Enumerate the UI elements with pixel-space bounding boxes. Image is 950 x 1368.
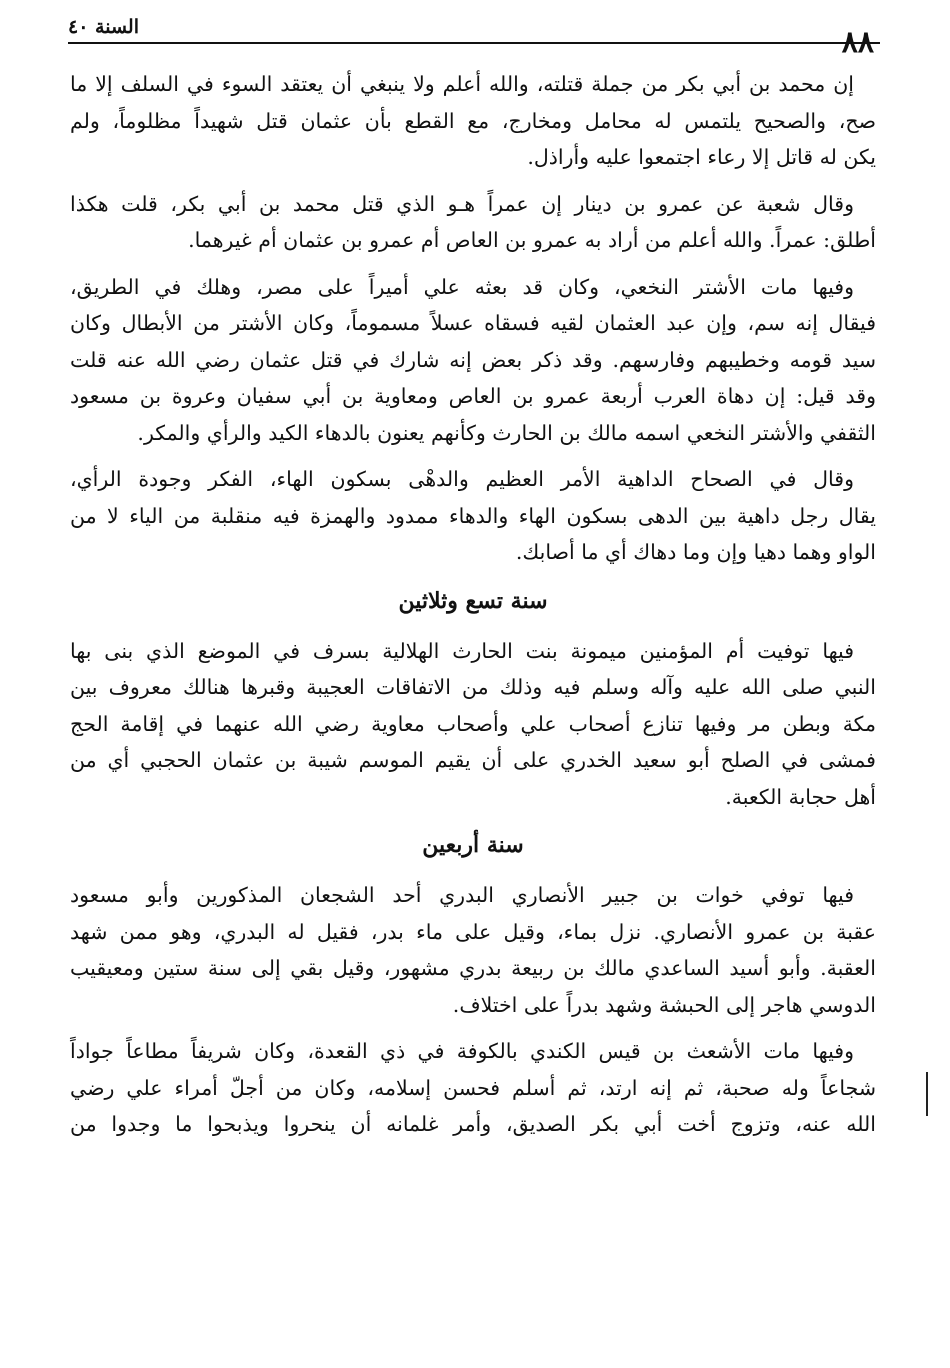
text-line: وفيها مات الأشتر النخعي، وكان قد بعثه علي أميراً على مصر، وهلك في الطريق، <box>70 274 854 299</box>
text-line: مكة وبطن مر وفيها تنازع أصحاب علي وأصحاب معاوية رضي الله عنهما في إقامة الحج <box>70 711 876 736</box>
text-line: الله عنه، وتزوج أخت أبي بكر الصديق، وأمر غلمانه أن ينحروا ويذبحوا ما وجدوا من <box>70 1112 876 1136</box>
text-line: شجاعاً وله صحبة، ثم إنه ارتد، ثم أسلم فحسن إسلامه، وكان من أجلّ أمراء علي رضي <box>70 1075 876 1100</box>
page-body <box>70 66 876 1153</box>
text-line: أهل حجابة الكعبة. <box>725 784 876 809</box>
paragraph <box>70 269 876 452</box>
text-line: وقال شعبة عن عمرو بن دينار إن عمراً هـو الذي قتل محمد بن أبي بكر، قلت هكذا <box>70 191 854 216</box>
section-heading: سنة تسع وثلاثين <box>398 587 548 614</box>
text-line: الثقفي والأشتر النخعي اسمه مالك بن الحارث وكأنهم يعنون بالدهاء الكيد والرأي والمكر. <box>137 420 876 445</box>
paragraph <box>70 877 876 1023</box>
paragraph <box>70 186 876 259</box>
paragraph <box>70 633 876 816</box>
page-number: ٨٨ <box>841 25 874 60</box>
header-rule <box>68 42 880 44</box>
text-line: العقبة. وأبو أسيد الساعدي مالك بن ربيعة بدري مشهور، وقيل بقي إلى سنة ستين ومعيقيب <box>70 956 876 980</box>
text-line: فمشى في الصلح أبو سعيد الخدري على أن يقيم الموسم شيبة بن عثمان الحجبي أي من <box>70 748 876 772</box>
margin-mark <box>926 1072 928 1116</box>
text-line: أطلق: عمراً. والله أعلم من أراد به عمرو بن العاص أم عمرو بن عثمان أم غيرهما. <box>188 228 876 252</box>
text-line: فيها توفي خوات بن جبير الأنصاري البدري أحد الشجعان المذكورين وأبو مسعود <box>70 883 854 907</box>
section-heading: سنة أربعين <box>422 832 524 858</box>
paragraph <box>70 1033 876 1143</box>
paragraph <box>70 66 876 176</box>
text-line: عقبة بن عمرو الأنصاري. نزل بماء، وقيل على ماء بدر، فقيل له البدري، وهو ممن شهد <box>70 919 876 944</box>
text-line: وقال في الصحاح الداهية الأمر العظيم والدهْى بسكون الهاء، الفكر وجودة الرأي، <box>70 467 854 491</box>
text-line: وقد قيل: إن دهاة العرب أربعة عمرو بن العاص ومعاوية بن أبي سفيان وعروة بن مسعود <box>70 384 876 408</box>
text-line: صح، والصحيح يلتمس له محامل ومخارج، مع القطع بأن عثمان قتل شهيداً مظلوماً، ولم <box>70 108 876 133</box>
text-line: إن محمد بن أبي بكر من جملة قتلته، والله أعلم ولا ينبغي أن يعتقد السوء في السلف إلا ما <box>70 72 854 96</box>
paragraph <box>70 461 876 571</box>
text-line: يقال رجل داهية بين الدهى بسكون الهاء والدهاء ممدود والهمزة فيه منقلبة من الياء لا من <box>70 503 876 528</box>
page-header <box>68 12 880 60</box>
running-head: السنة ٤٠ <box>68 16 139 38</box>
text-line: وفيها مات الأشعث بن قيس الكندي بالكوفة في ذي القعدة، وكان شريفاً مطاعاً جواداً <box>70 1039 854 1063</box>
text-line: فيها توفيت أم المؤمنين ميمونة بنت الحارث الهلالية بسرف في الموضع الذي بنى بها <box>70 638 854 663</box>
text-line: يكن له قاتل إلا رعاء اجتمعوا عليه وأراذل. <box>527 145 876 169</box>
text-line: فيقال إنه سم، وإن عبد العثمان لقيه فسقاه عسلاً مسموماً، وكان الأشتر من الأبطال وكان <box>70 311 876 335</box>
text-line: الدوسي هاجر إلى الحبشة وشهد بدراً على اختلاف. <box>452 992 876 1017</box>
text-line: سيد قومه وخطيبهم وفارسهم. وقد ذكر بعض إنه شارك في قتل عثمان رضي الله عنه قلت <box>70 347 876 372</box>
text-line: النبي صلى الله عليه وآله وسلم فيه وذلك من الاتفاقات العجيبة وقبرها هنالك معروف بين <box>70 675 876 699</box>
text-line: الواو وهما دهيا وإن وما دهاك أي ما أصابك. <box>515 540 876 564</box>
